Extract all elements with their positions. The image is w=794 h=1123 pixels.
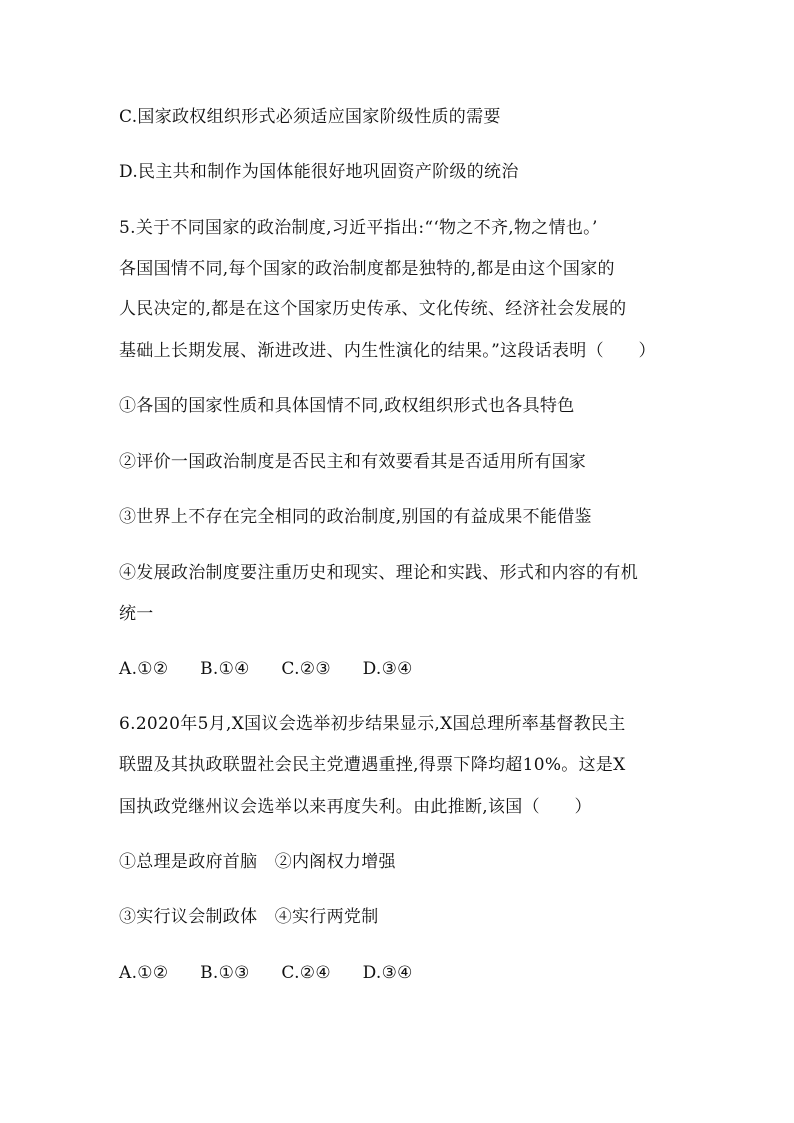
q5-stem-line-3: 人民决定的,都是在这个国家历史传承、文化传统、经济社会发展的 — [119, 299, 627, 319]
q5-stem-line-4: 基础上长期发展、渐进改进、内生性演化的结果。”这段话表明（ ） — [119, 341, 656, 361]
q6-choices — [119, 962, 699, 984]
q5-statement-2: ②评价一国政治制度是否民主和有效要看其是否适用所有国家 — [119, 452, 587, 472]
q6-choice-b: B.①③ — [200, 963, 250, 983]
q5-choice-c: C.②③ — [281, 659, 331, 679]
q5-stem-line-1: 5.关于不同国家的政治制度,习近平指出:“‘物之不齐,物之情也。’ — [119, 218, 598, 238]
q4-option-c: C.国家政权组织形式必须适应国家阶级性质的需要 — [119, 107, 501, 127]
q5-choice-a: A.①② — [119, 659, 169, 679]
q6-statements-3-4: ③实行议会制政体 ④实行两党制 — [119, 907, 379, 927]
q6-stem-line-1: 6.2020年5月,X国议会选举初步结果显示,X国总理所率基督教民主 — [119, 714, 626, 734]
q5-choice-b: B.①④ — [200, 659, 250, 679]
q4-option-d: D.民主共和制作为国体能很好地巩固资产阶级的统治 — [119, 162, 519, 182]
q5-statement-4-line-1: ④发展政治制度要注重历史和现实、理论和实践、形式和内容的有机 — [119, 563, 638, 583]
q6-stem-line-2: 联盟及其执政联盟社会民主党遭遇重挫,得票下降均超10%。这是X — [119, 755, 626, 775]
q5-statement-3: ③世界上不存在完全相同的政治制度,别国的有益成果不能借鉴 — [119, 507, 592, 527]
q6-choice-d: D.③④ — [362, 963, 413, 983]
q6-statements-1-2: ①总理是政府首脑 ②内阁权力增强 — [119, 852, 396, 872]
q6-choice-a: A.①② — [119, 963, 169, 983]
q5-statement-4-line-2: 统一 — [119, 604, 154, 624]
q6-stem-line-3: 国执政党继州议会选举以来再度失利。由此推断,该国（ ） — [119, 797, 592, 817]
q5-statement-1: ①各国的国家性质和具体国情不同,政权组织形式也各具特色 — [119, 396, 575, 416]
q6-choice-c: C.②④ — [281, 963, 331, 983]
q5-choice-d: D.③④ — [362, 659, 413, 679]
q5-stem-line-2: 各国国情不同,每个国家的政治制度都是独特的,都是由这个国家的 — [119, 259, 615, 279]
q5-choices — [119, 658, 699, 680]
